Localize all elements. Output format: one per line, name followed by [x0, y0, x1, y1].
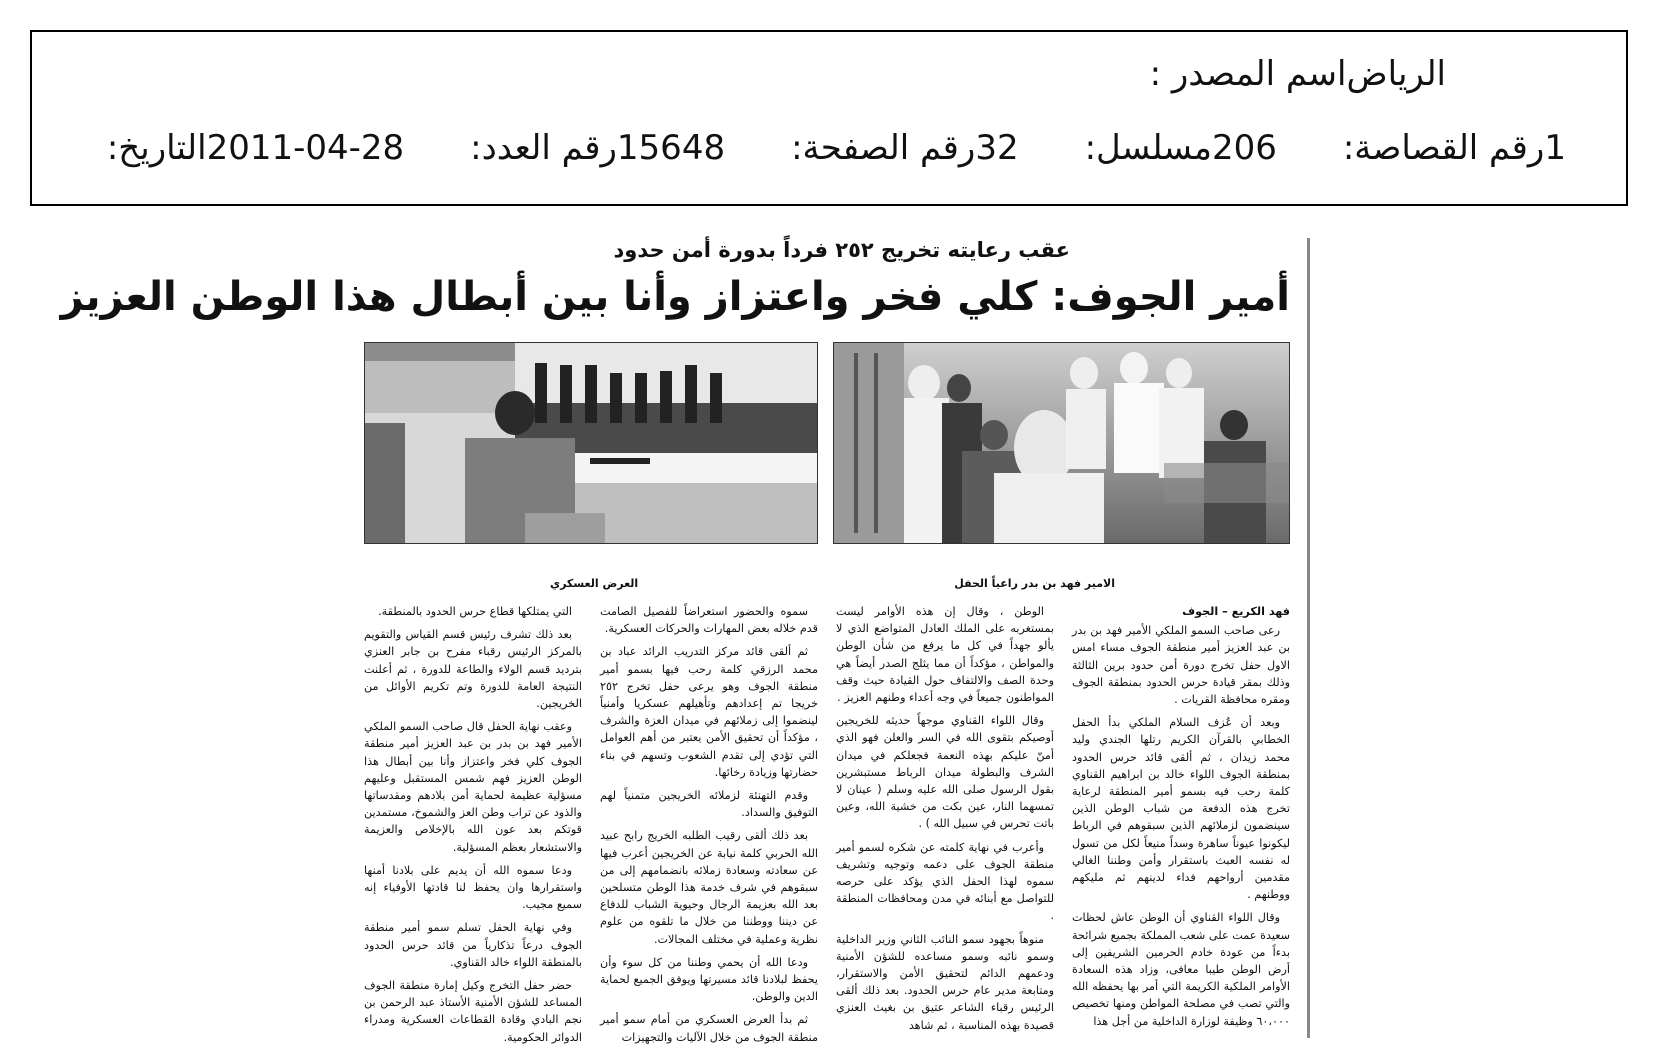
details-row	[101, 128, 1566, 168]
date-field	[101, 128, 404, 168]
article-paragraph: وعقب نهاية الحفل قال صاحب السمو الملكي الأمير فهد بن بدر بن عبد العزيز أمير منطقة الجوف كلي فخر واعتزاز وأنا بين أبطال هذا الوطن العزيز فهم شمس المستقبل وعليهم مسؤلية عظيمة لحماية أمن بلادهم ومقدساتها والذود عن تراب وطن العز والشموخ، مستمدين قوتكم بعد عون الله بالإخلاص والعزيمة والاستشعار بعظم المسؤلية.	[364, 720, 582, 854]
article-column-1	[1072, 603, 1290, 1033]
article-paragraph: التي يمتلكها قطاع حرس الحدود بالمنطقة.	[378, 605, 572, 618]
article-paragraph: ثم بدأ العرض العسكري من أمام سمو أمير منطقة الجوف من خلال الآليات والتجهيزات	[600, 1013, 818, 1044]
article-paragraph: بعد ذلك ألقى رقيب الطلبه الخريج رابح عبيد الله الحربي كلمة نيابة عن الخريجين أعرب فيها عن سعادته وسعادة زملائه بانضمامهم إلى من سبقوهم في شرف خدمة هذا الوطن متسلحين بعد الله بعزيمة الرجال وحيوية الشباب للدفاع عن ديننا ووطننا من خلال ما تلقوه من علوم نظرية وعملية في مختلف المجالات.	[600, 829, 818, 946]
article-column-3	[600, 603, 818, 1044]
article-column-2	[836, 603, 1054, 1033]
issue-label: رقم العدد:	[470, 128, 617, 168]
article-paragraph: ثم ألقى قائد مركز التدريب الرائد عباد بن محمد الرزقي كلمة رحب فيها بسمو أمير منطقة الجوف وهو يرعى حفل تخرج ٢٥٢ خريجا تم إعدادهم وتأهيلهم عسكريا وأمنياً لينضموا إلى زملائهم في ميدان العزة والشرف ، مؤكداً أن تحقيق الأمن يعتبر من أهم العوامل التي تؤدي إلى تقدم الشعوب وتسهم في بناء حضارتها وزيادة رخائها.	[600, 645, 818, 779]
clipping-info-box	[30, 30, 1628, 206]
source-value: الرياض	[1346, 54, 1446, 94]
date-value: 2011-04-28	[206, 128, 405, 168]
serial-label: مسلسل:	[1084, 128, 1212, 168]
page-field	[785, 128, 1019, 168]
photo-caption-parade: العرض العسكري	[550, 577, 639, 590]
photo-military-parade	[364, 342, 818, 544]
article-paragraph: الوطن ، وقال إن هذه الأوامر ليست بمستغربه على الملك العادل المتواضع الذي لا يألو جهداً في كل ما يرفع من شأن الوطن والمواطن ، مؤكداً أن مما يثلج الصدر أيضاً هي وحدة الصف والالتفاف حول القيادة حيث وقف المواطنون جميعاً في وجه أعداء وطنهم العزيز .	[836, 605, 1054, 705]
issue-value: 15648	[616, 128, 726, 168]
article-kicker: عقب رعايته تخريج ٢٥٢ فرداً بدورة أمن حدود	[613, 238, 1070, 262]
article-paragraph: ودعا سموه الله أن يديم على بلادنا أمنها واستقرارها وان يحفظ لنا قادتها الأوفياء إنه سميع مجيب.	[364, 863, 582, 912]
article-paragraph: وفي نهاية الحفل تسلم سمو أمير منطقة الجوف درعاً تذكارياً من قائد حرس الحدود بالمنطقة اللواء خالد القناوي.	[364, 921, 582, 969]
article-paragraph: بعد ذلك تشرف رئيس قسم القياس والتقويم بالمركز الرئيس رقباء مفرح بن جابر العنزي بترديد قسم الولاء والطاعة للدورة ، ثم أعلنت النتيجة العامة للدورة وتم تكريم الأوائل من الخريجين.	[364, 628, 582, 711]
article-paragraph: وقال اللواء القناوي موجهاً حديثه للخريجين أوصيكم بتقوى الله في السر والعلن فهو الذي أمنّ عليكم بهذه النعمة فجعلكم في ميدان الشرف والبطولة ميدان الرباط مستبشرين بقول الرسول صلى الله عليه وسلم ( عينان لا تمسهما النار، عين بكت من خشية الله، وعين باتت تحرس في سبيل الله ) .	[836, 714, 1054, 831]
article-paragraph: منوهاً بجهود سمو النائب الثاني وزير الداخلية وسمو نائبه وسمو مساعده للشؤن الأمنية ودعمهم الدائم لتحقيق الأمن والاستقرار، ومتابعة مدير عام حرس الحدود. بعد ذلك ألقى الرئيس رقباء الشاعر عتيق بن بغيث العنزي قصيدة بهذه المناسبة ، ثم شاهد	[836, 932, 1054, 1032]
article-paragraph: وقال اللواء القناوي أن الوطن عاش لحظات سعيدة عمت على شعب المملكة بجميع شرائحة بدءاً من عودة خادم الحرمين الشريفين إلى أرض الوطن طيبا معافى، وزاد هذه السعادة الأوامر الملكية الكريمة التي أمر بها يحفظه الله والتي تصب في مصلحة المواطن ومنها تخصيص ٦٠،٠٠٠ وظيفة لوزارة الداخلية من أجل هذا	[1072, 911, 1290, 1028]
clipping-edge	[1307, 238, 1310, 1038]
page-label: رقم الصفحة:	[791, 128, 976, 168]
ceremony-photo-image	[834, 343, 1289, 543]
article-paragraph: وقدم التهنئة لزملائه الخريجين متمنياً لهم التوفيق والسداد.	[600, 789, 818, 820]
newspaper-clipping	[60, 238, 1310, 1044]
source-label: اسم المصدر :	[1149, 54, 1347, 94]
issue-field	[464, 128, 725, 168]
page-value: 32	[975, 128, 1019, 168]
article-paragraph: رعى صاحب السمو الملكي الأمير فهد بن بدر بن عبد العزيز أمير منطقة الجوف مساء امس الاول حفل تخرج دورة أمن حدود برين الثالثة وذلك بمقر قيادة حرس الحدود بمنطقة الجوف ومقره محافظة القريات .	[1072, 624, 1290, 707]
photo-caption-prince: الامير فهد بن بدر راعياً الحفل	[954, 577, 1115, 590]
article-paragraph: وأعرب في نهاية كلمته عن شكره لسمو أمير منطقة الجوف على دعمه وتوجيه وتشريف سموه لهذا الحفل الذي يؤكد على حرصه للتواصل مع أبنائه في مدن ومحافظات المنطقة .	[836, 840, 1054, 923]
clip-number-label: رقم القصاصة:	[1342, 128, 1545, 168]
article-paragraph: حضر حفل التخرج وكيل إمارة منطقة الجوف المساعد للشؤن الأمنية الأستاذ عبد الرحمن بن نجم البادي وقادة القطاعات العسكرية ومدراء الدوائر الحكومية.	[364, 979, 582, 1044]
article-paragraph: ودعا الله أن يحمي وطننا من كل سوء وأن يحفظ لبلادنا قائد مسيرتها ويوفق الجميع لحماية الدين والوطن.	[600, 955, 818, 1004]
article-body	[364, 603, 1290, 1044]
article-paragraph: وبعد أن عُزف السلام الملكي بدأ الحفل الخطابي بالقرآن الكريم رتلها الجندي وليد محمد زيدان ، ثم ألقى قائد حرس الحدود بمنطقة الجوف اللواء خالد بن ابراهيم القناوي كلمة رحب فيه بسمو أمير المنطقة لرعاية تخرج هذه الدفعة من شباب الوطن الذين سينضمون لزملائهم الذين سبقوهم في الرباط ليكونوا عيوناً ساهرة وسداً منيعاً لكل من تسول له نفسه العبث باستقرار وأمن وطننا الغالي مقدمين أرواحهم فداء لدينهم ثم مليكهم ووطنهم .	[1072, 716, 1290, 902]
photo-prince-ceremony	[833, 342, 1290, 544]
date-label: التاريخ:	[106, 128, 207, 168]
clip-number-field	[1337, 128, 1566, 168]
parade-photo-image	[365, 343, 817, 543]
source-row	[1150, 54, 1566, 94]
clip-number-value: 1	[1544, 128, 1566, 168]
serial-field	[1079, 128, 1277, 168]
article-byline: فهد الكريع – الجوف	[1182, 605, 1290, 618]
article-paragraph: سموه والحضور استعراضاً للفصيل الصامت قدم خلاله بعض المهارات والحركات العسكرية.	[600, 605, 818, 636]
article-headline: أمير الجوف: كلي فخر واعتزاز وأنا بين أبطال هذا الوطن العزيز	[60, 274, 1290, 320]
article-column-4	[364, 603, 582, 1044]
serial-value: 206	[1211, 128, 1277, 168]
